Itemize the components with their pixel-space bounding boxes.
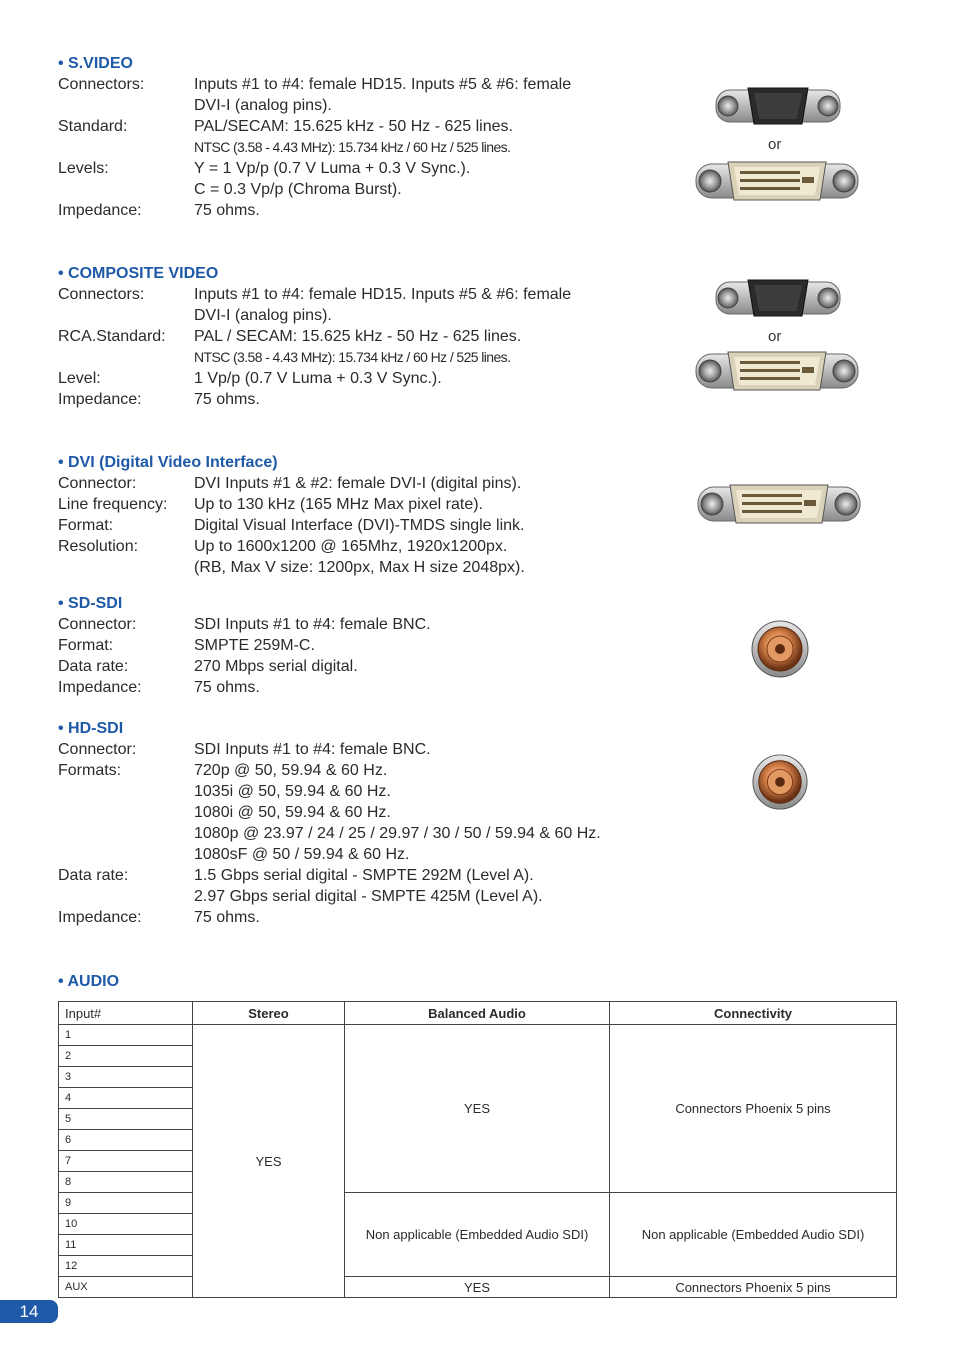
dvi-connector-icon xyxy=(694,158,860,204)
spec-label xyxy=(58,886,194,907)
spec-row xyxy=(58,494,658,515)
input-cell: 3 xyxy=(59,1067,193,1088)
composite-section xyxy=(58,263,658,410)
section-title: • S.VIDEO xyxy=(58,55,133,72)
section-title: • DVI (Digital Video Interface) xyxy=(58,454,278,471)
spec-row xyxy=(58,284,658,305)
spec-value: 75 ohms. xyxy=(194,679,260,696)
spec-label xyxy=(58,95,194,116)
spec-row xyxy=(58,865,658,886)
spec-value: SDI Inputs #1 to #4: female BNC. xyxy=(194,616,431,633)
spec-label: Format: xyxy=(58,517,114,534)
hd15-connector-icon xyxy=(714,82,842,130)
input-cell: 12 xyxy=(59,1256,193,1277)
spec-row xyxy=(58,158,658,179)
spec-row xyxy=(58,137,658,158)
spec-value: 1.5 Gbps serial digital - SMPTE 292M (Level A). xyxy=(194,867,534,884)
spec-row xyxy=(58,907,658,928)
spec-value: 1080i @ 50, 59.94 & 60 Hz. xyxy=(194,804,391,821)
spec-value: SMPTE 259M-C. xyxy=(194,637,315,654)
input-cell: 8 xyxy=(59,1172,193,1193)
column-header-connectivity: Connectivity xyxy=(610,1002,897,1025)
input-cell: 9 xyxy=(59,1193,193,1214)
spec-label: Impedance: xyxy=(58,391,142,408)
dvi-connector-icon xyxy=(696,481,862,527)
spec-label: Levels: xyxy=(58,160,109,177)
svideo-section xyxy=(58,53,658,221)
input-cell: 1 xyxy=(59,1025,193,1046)
spec-value: DVI-I (analog pins). xyxy=(194,97,332,114)
section-title: • AUDIO xyxy=(58,973,120,990)
spec-value: Up to 1600x1200 @ 165Mhz, 1920x1200px. xyxy=(194,538,508,555)
input-cell: 10 xyxy=(59,1214,193,1235)
spec-label xyxy=(58,557,194,578)
spec-row xyxy=(58,656,658,677)
table-row xyxy=(59,1193,897,1214)
spec-label: Impedance: xyxy=(58,679,142,696)
sdsdi-section xyxy=(58,593,658,698)
connectivity-cell: Connectors Phoenix 5 pins xyxy=(610,1025,897,1193)
page-number: 14 xyxy=(0,1300,58,1323)
column-header-stereo: Stereo xyxy=(193,1002,345,1025)
spec-label xyxy=(58,347,194,368)
spec-row xyxy=(58,305,658,326)
spec-row xyxy=(58,515,658,536)
table-row xyxy=(59,1277,897,1298)
spec-value: NTSC (3.58 - 4.43 MHz): 15.734 kHz / 60 Hz / 525 lines. xyxy=(194,349,511,365)
spec-label xyxy=(58,137,194,158)
spec-label: Level: xyxy=(58,370,101,387)
input-cell: 11 xyxy=(59,1235,193,1256)
spec-row xyxy=(58,557,658,578)
column-header-input: Input# xyxy=(59,1002,193,1025)
spec-value: DVI-I (analog pins). xyxy=(194,307,332,324)
balanced-cell: YES xyxy=(345,1025,610,1193)
input-cell: 7 xyxy=(59,1151,193,1172)
spec-value: SDI Inputs #1 to #4: female BNC. xyxy=(194,741,431,758)
spec-row xyxy=(58,473,658,494)
section-title: • HD-SDI xyxy=(58,720,124,737)
spec-label: Resolution: xyxy=(58,538,139,555)
spec-row xyxy=(58,739,658,760)
balanced-cell: Non applicable (Embedded Audio SDI) xyxy=(345,1193,610,1277)
spec-value: Y = 1 Vp/p (0.7 V Luma + 0.3 V Sync.). xyxy=(194,160,471,177)
spec-label: Format: xyxy=(58,637,114,654)
spec-row xyxy=(58,179,658,200)
section-title: • SD-SDI xyxy=(58,595,123,612)
spec-label: Connector: xyxy=(58,741,137,758)
spec-value: 1080sF @ 50 / 59.94 & 60 Hz. xyxy=(194,846,410,863)
table-header-row xyxy=(59,1002,897,1025)
spec-label: Formats: xyxy=(58,762,122,779)
spec-row xyxy=(58,368,658,389)
spec-row xyxy=(58,614,658,635)
input-cell: AUX xyxy=(59,1277,193,1298)
audio-section xyxy=(58,971,119,992)
connectivity-cell: Non applicable (Embedded Audio SDI) xyxy=(610,1193,897,1277)
spec-row xyxy=(58,536,658,557)
spec-label: Impedance: xyxy=(58,202,142,219)
spec-row xyxy=(58,677,658,698)
spec-row xyxy=(58,74,658,95)
table-row xyxy=(59,1025,897,1046)
input-cell: 5 xyxy=(59,1109,193,1130)
spec-value: Inputs #1 to #4: female HD15. Inputs #5 & #6: female xyxy=(194,76,572,93)
spec-label: RCA.Standard: xyxy=(58,328,166,345)
spec-label: Connector: xyxy=(58,475,137,492)
input-cell: 4 xyxy=(59,1088,193,1109)
hd15-connector-icon xyxy=(714,274,842,322)
spec-value: PAL/SECAM: 15.625 kHz - 50 Hz - 625 lines. xyxy=(194,118,513,135)
spec-row xyxy=(58,389,658,410)
spec-label xyxy=(58,781,194,802)
spec-label xyxy=(58,844,194,865)
spec-label: Standard: xyxy=(58,118,128,135)
input-cell: 6 xyxy=(59,1130,193,1151)
spec-row xyxy=(58,635,658,656)
spec-label: Data rate: xyxy=(58,658,129,675)
spec-value: (RB, Max V size: 1200px, Max H size 2048px). xyxy=(194,559,525,576)
spec-row xyxy=(58,95,658,116)
spec-value: 1080p @ 23.97 / 24 / 25 / 29.97 / 30 / 50 / 59.94 & 60 Hz. xyxy=(194,825,601,842)
spec-row xyxy=(58,886,658,907)
spec-value: 1035i @ 50, 59.94 & 60 Hz. xyxy=(194,783,391,800)
spec-value: Up to 130 kHz (165 MHz Max pixel rate). xyxy=(194,496,483,513)
connectivity-cell: Connectors Phoenix 5 pins xyxy=(610,1277,897,1298)
spec-value: 75 ohms. xyxy=(194,391,260,408)
dvi-section xyxy=(58,452,658,578)
spec-row xyxy=(58,116,658,137)
dvi-connector-icon xyxy=(694,348,860,394)
spec-label: Connector: xyxy=(58,616,137,633)
spec-label: Data rate: xyxy=(58,867,129,884)
spec-label xyxy=(58,179,194,200)
spec-label xyxy=(58,305,194,326)
spec-value: Inputs #1 to #4: female HD15. Inputs #5 & #6: female xyxy=(194,286,572,303)
spec-row xyxy=(58,347,658,368)
input-cell: 2 xyxy=(59,1046,193,1067)
spec-label: Connectors: xyxy=(58,76,145,93)
spec-row xyxy=(58,781,658,802)
spec-row xyxy=(58,823,658,844)
spec-value: Digital Visual Interface (DVI)-TMDS single link. xyxy=(194,517,525,534)
spec-value: DVI Inputs #1 & #2: female DVI-I (digital pins). xyxy=(194,475,522,492)
spec-row xyxy=(58,760,658,781)
spec-value: C = 0.3 Vp/p (Chroma Burst). xyxy=(194,181,402,198)
spec-value: 1 Vp/p (0.7 V Luma + 0.3 V Sync.). xyxy=(194,370,442,387)
spec-label xyxy=(58,802,194,823)
section-title: • COMPOSITE VIDEO xyxy=(58,265,219,282)
spec-value: PAL / SECAM: 15.625 kHz - 50 Hz - 625 lines. xyxy=(194,328,522,345)
spec-row xyxy=(58,200,658,221)
spec-value: 75 ohms. xyxy=(194,202,260,219)
spec-label: Impedance: xyxy=(58,909,142,926)
spec-label: Connectors: xyxy=(58,286,145,303)
bnc-connector-icon xyxy=(750,619,810,679)
spec-label: Line frequency: xyxy=(58,496,168,513)
audio-table xyxy=(58,1001,897,1298)
or-label: or xyxy=(768,328,782,345)
spec-value: 270 Mbps serial digital. xyxy=(194,658,358,675)
or-label: or xyxy=(768,136,782,153)
column-header-balanced-audio: Balanced Audio xyxy=(345,1002,610,1025)
spec-value: 2.97 Gbps serial digital - SMPTE 425M (Level A). xyxy=(194,888,543,905)
spec-value: NTSC (3.58 - 4.43 MHz): 15.734 kHz / 60 Hz / 525 lines. xyxy=(194,139,511,155)
spec-label xyxy=(58,823,194,844)
bnc-connector-icon xyxy=(751,753,809,811)
spec-row xyxy=(58,802,658,823)
spec-value: 75 ohms. xyxy=(194,909,260,926)
stereo-cell: YES xyxy=(193,1025,345,1298)
spec-value: 720p @ 50, 59.94 & 60 Hz. xyxy=(194,762,388,779)
hdsdi-section xyxy=(58,718,658,928)
balanced-cell: YES xyxy=(345,1277,610,1298)
spec-row xyxy=(58,844,658,865)
spec-row xyxy=(58,326,658,347)
